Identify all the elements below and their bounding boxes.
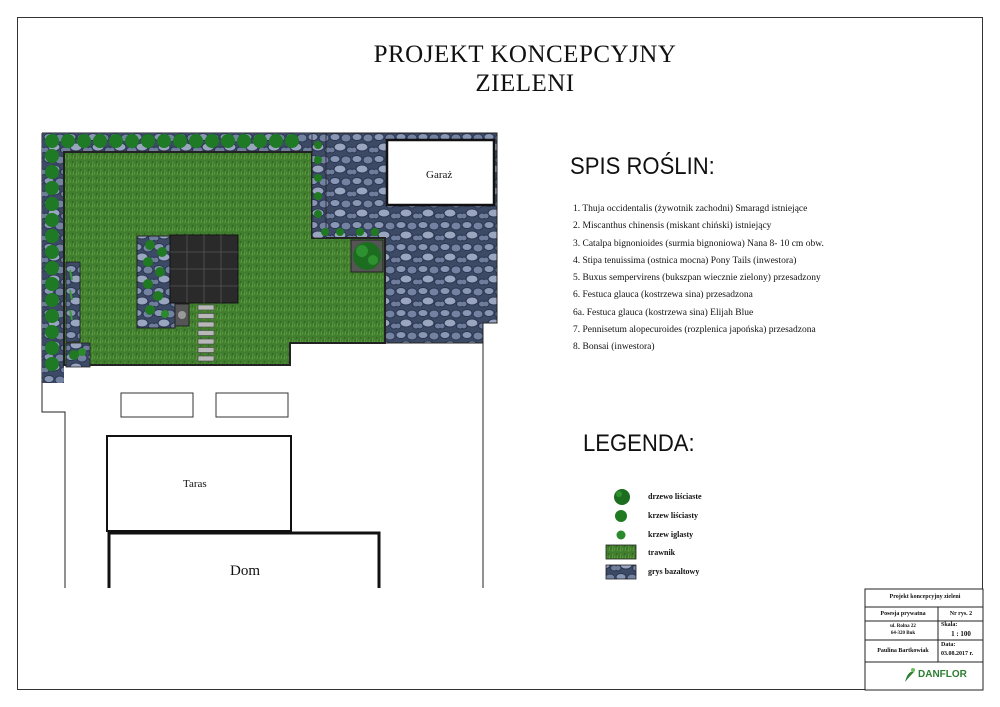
tb-scale-label: Skala:	[941, 622, 958, 628]
legend-symbols	[606, 489, 636, 579]
stepping-stone	[198, 331, 214, 336]
house-label: Dom	[230, 563, 260, 579]
thuja-shrub	[93, 134, 107, 148]
page-title: PROJEKT KONCEPCYJNY	[373, 41, 677, 68]
thuja-shrub	[45, 277, 59, 291]
plant-list-item: 7. Pennisetum alopecuroides (rozplenica japońska) przesadzona	[573, 325, 816, 336]
thuja-shrub	[237, 134, 251, 148]
legend-heading: LEGENDA:	[583, 430, 695, 457]
thuja-shrub	[45, 357, 59, 371]
deciduous-tree-icon	[614, 489, 630, 505]
thuja-shrub	[45, 181, 59, 195]
conifer-shrub-icon	[617, 531, 626, 540]
tb-project: Projekt koncepcyjny zieleni	[889, 594, 961, 600]
stepping-stone	[198, 348, 214, 353]
thuja-shrub	[141, 134, 155, 148]
thuja-shrub	[253, 134, 267, 148]
thuja-shrub	[269, 134, 283, 148]
thuja-shrub	[125, 134, 139, 148]
lawn-swatch	[606, 545, 636, 559]
thuja-shrub	[45, 165, 59, 179]
thuja-shrub	[45, 197, 59, 211]
window-left	[121, 393, 193, 417]
thuja-shrub	[45, 213, 59, 227]
basalt-grit-swatch	[606, 565, 636, 579]
legend-label-deciduous-tree: drzewo liściaste	[648, 492, 702, 501]
plant-list-item: 2. Miscanthus chinensis (miskant chiński) istniejący	[573, 221, 772, 232]
plant-list-item: 8. Bonsai (inwestora)	[573, 342, 655, 353]
legend-label-conifer-shrub: krzew iglasty	[648, 530, 694, 539]
legend-label-lawn: trawnik	[648, 548, 676, 557]
stepping-stone	[198, 314, 214, 319]
window-right	[216, 393, 288, 417]
stepping-stone	[198, 356, 214, 361]
thuja-shrub	[45, 309, 59, 323]
tb-property: Posesja prywatna	[880, 611, 926, 617]
plant-list-item: 3. Catalpa bignonioides (surmia bignoniowa) Nana 8- 10 cm obw.	[573, 238, 824, 249]
thuja-shrub	[45, 261, 59, 275]
tb-address-2: 64-320 Buk	[890, 631, 916, 636]
thuja-shrub	[45, 229, 59, 243]
legend-label-basalt-grit: grys bazaltowy	[648, 567, 700, 576]
stepping-stones	[198, 305, 214, 361]
thuja-shrub	[45, 134, 59, 148]
thuja-shrub	[205, 134, 219, 148]
thuja-shrub	[45, 245, 59, 259]
tb-date-value: 03.08.2017 r.	[941, 651, 974, 657]
plant-list-item: 6. Festuca glauca (kostrzewa sina) przesadzona	[573, 290, 753, 301]
thuja-shrub	[157, 134, 171, 148]
legend-label-deciduous-shrub: krzew liściasty	[648, 511, 698, 520]
plant-list-item: 5. Buxus sempervirens (bukszpan wiecznie zielony) przesadzony	[573, 273, 821, 284]
thuja-shrub	[45, 325, 59, 339]
garage-label: Garaż	[426, 169, 453, 181]
plant-list-item: 4. Stipa tenuissima (ostnica mocna) Pony Tails (inwestora)	[573, 255, 797, 266]
page-subtitle: ZIELENI	[475, 70, 575, 97]
thuja-shrub	[77, 134, 91, 148]
terrace-label: Taras	[183, 478, 207, 490]
tb-author: Paulina Bartkowiak	[877, 648, 929, 654]
stepping-stone	[198, 305, 214, 310]
danflor-logo: DANFLOR	[918, 669, 967, 680]
plant-list-heading: SPIS ROŚLIN:	[570, 153, 715, 180]
plant-list-item: 1. Thuja occidentalis (żywotnik zachodni) Smaragd istniejące	[573, 204, 808, 214]
tb-date-label: Data:	[941, 642, 956, 648]
thuja-shrub	[45, 149, 59, 163]
stepping-stone	[198, 322, 214, 327]
catalpa-tree	[351, 240, 383, 272]
thuja-shrub	[45, 293, 59, 307]
tb-scale-value: 1 : 100	[951, 630, 971, 638]
paving-patio	[170, 235, 238, 303]
stepping-stone	[198, 339, 214, 344]
thuja-shrub	[173, 134, 187, 148]
thuja-shrub	[61, 134, 75, 148]
tb-sheet-no: Nr rys. 2	[949, 611, 973, 617]
deciduous-shrub-icon	[615, 510, 627, 522]
thuja-shrub	[221, 134, 235, 148]
thuja-shrub	[45, 341, 59, 355]
plant-list-item: 6a. Festuca glauca (kostrzewa sina) Elijah Blue	[573, 307, 754, 318]
thuja-shrub	[189, 134, 203, 148]
tb-address-1: ul. Rolna 22	[890, 624, 916, 629]
thuja-shrub	[285, 134, 299, 148]
plant-list	[573, 201, 824, 357]
thuja-shrub	[109, 134, 123, 148]
